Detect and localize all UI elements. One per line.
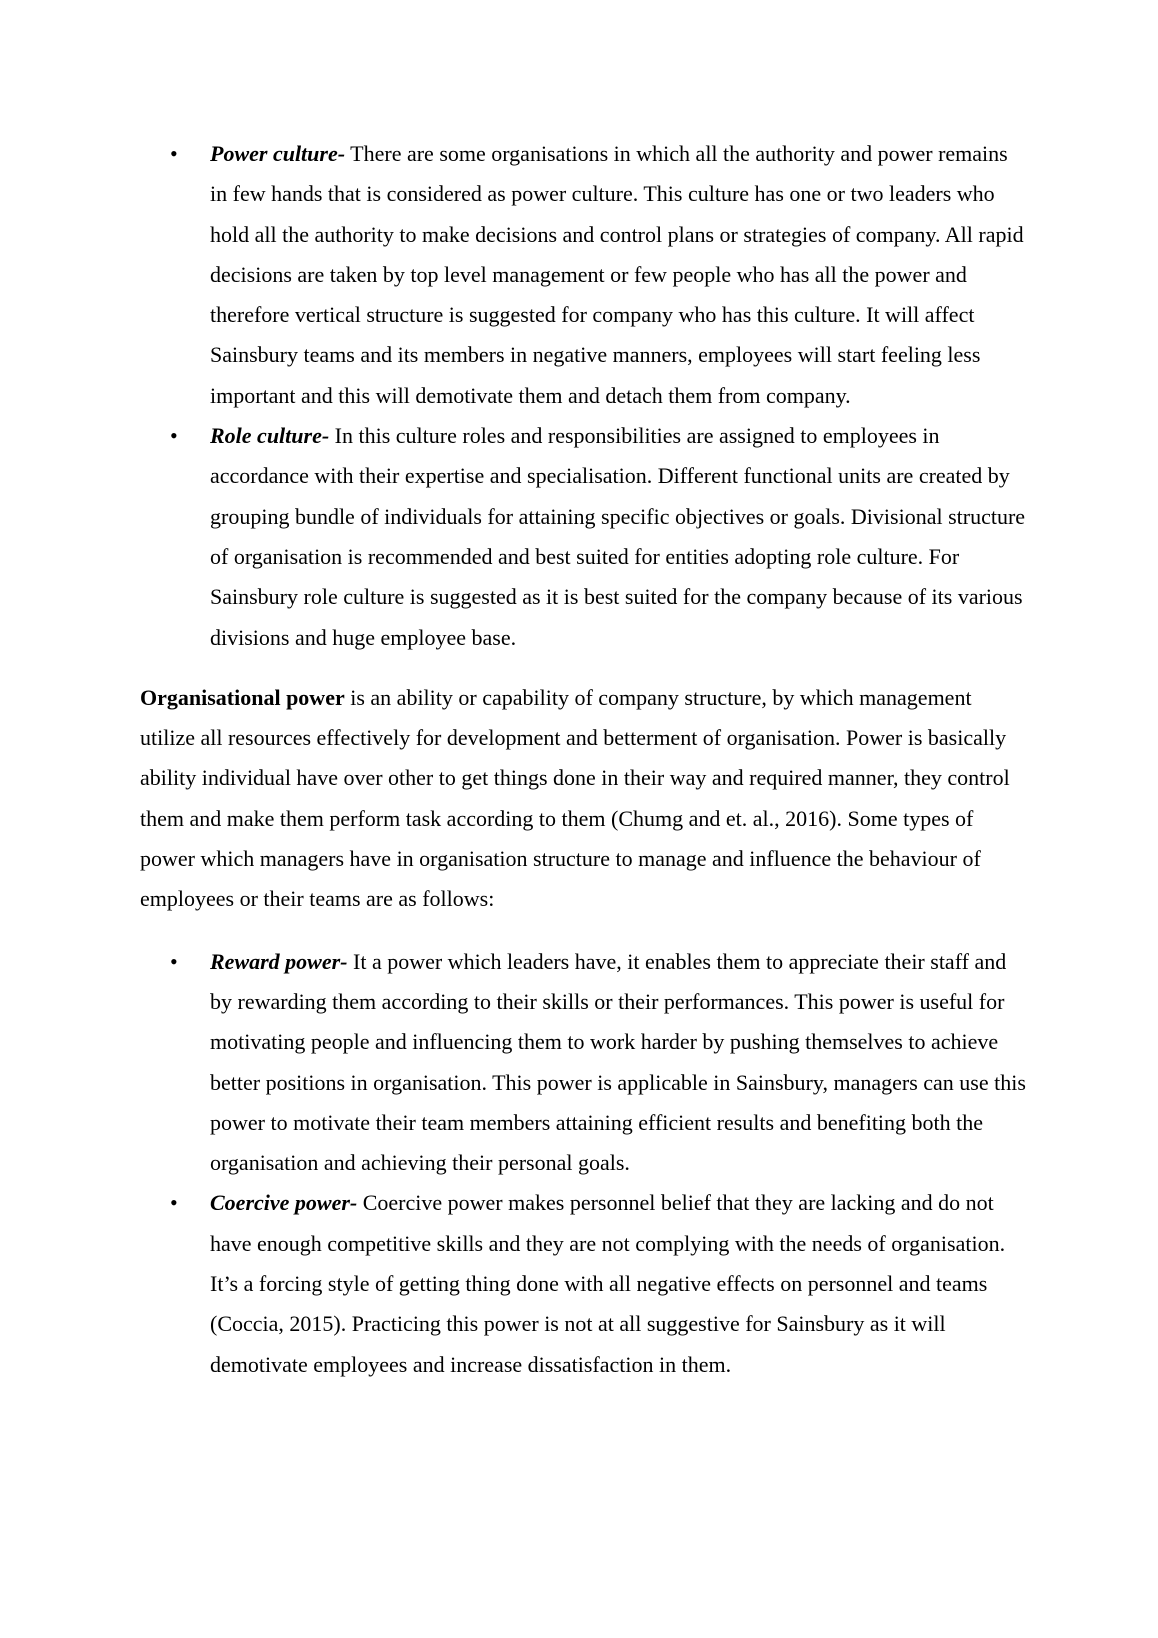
bullet-icon: • <box>170 1190 178 1216</box>
list-item-text: In this culture roles and responsibilities are assigned to employees in accordance with their expertise and specialisation. Different functional units are created by grouping bundle of individuals for attaining specific objectives or goals. Divisional structure of organisation is recommended and best suited for entities adopting role culture. For Sainsbury role culture is suggested as it is best suited for the company because of its various divisions and huge employee base. <box>210 423 1026 650</box>
bullet-icon: • <box>170 948 178 974</box>
list-item <box>140 1183 1028 1384</box>
paragraph-term: Organisational power <box>140 684 345 710</box>
power-types-list <box>140 942 1028 1385</box>
list-item-term: Reward power- <box>210 948 348 974</box>
list-item <box>140 134 1028 416</box>
paragraph-text: is an ability or capability of company structure, by which management utilize all resources effectively for development and betterment of organisation. Power is basically ability individual have over other to get things done in their way and required manner, they control them and make them perform task according to them (Chumg and et. al., 2016). Some types of power which managers have in organisation structure to manage and influence the behaviour of employees or their teams are as follows: <box>140 684 1010 912</box>
culture-types-list <box>140 134 1028 658</box>
organisational-power-paragraph <box>140 678 1028 920</box>
bullet-icon: • <box>170 423 178 449</box>
list-item-text: Coercive power makes personnel belief that they are lacking and do not have enough competitive skills and they are not complying with the needs of organisation. It’s a forcing style of getting thing done with all negative effects on personnel and teams (Coccia, 2015). Practicing this power is not at all suggestive for Sainsbury as it will demotivate employees and increase dissatisfaction in them. <box>210 1190 1006 1377</box>
list-item-term: Coercive power- <box>210 1190 358 1216</box>
list-item-term: Role culture- <box>210 423 330 449</box>
list-item-text: It a power which leaders have, it enables them to appreciate their staff and by rewarding them according to their skills or their performances. This power is useful for motivating people and influencing them to work harder by pushing themselves to achieve better positions in organisation. This power is applicable in Sainsbury, managers can use this power to motivate their team members attaining efficient results and benefiting both the organisation and achieving their personal goals. <box>210 948 1026 1176</box>
bullet-icon: • <box>170 141 178 166</box>
list-item <box>140 416 1028 658</box>
list-item-term: Power culture- <box>210 141 346 166</box>
list-item-text: There are some organisations in which all the authority and power remains in few hands that is considered as power culture. This culture has one or two leaders who hold all the authority to make decisions and control plans or strategies of company. All rapid decisions are taken by top level management or few people who has all the power and therefore vertical structure is suggested for company who has this culture. It will affect Sainsbury teams and its members in negative manners, employees will start feeling less important and this will demotivate them and detach them from company. <box>210 141 1024 408</box>
list-item <box>140 942 1028 1184</box>
